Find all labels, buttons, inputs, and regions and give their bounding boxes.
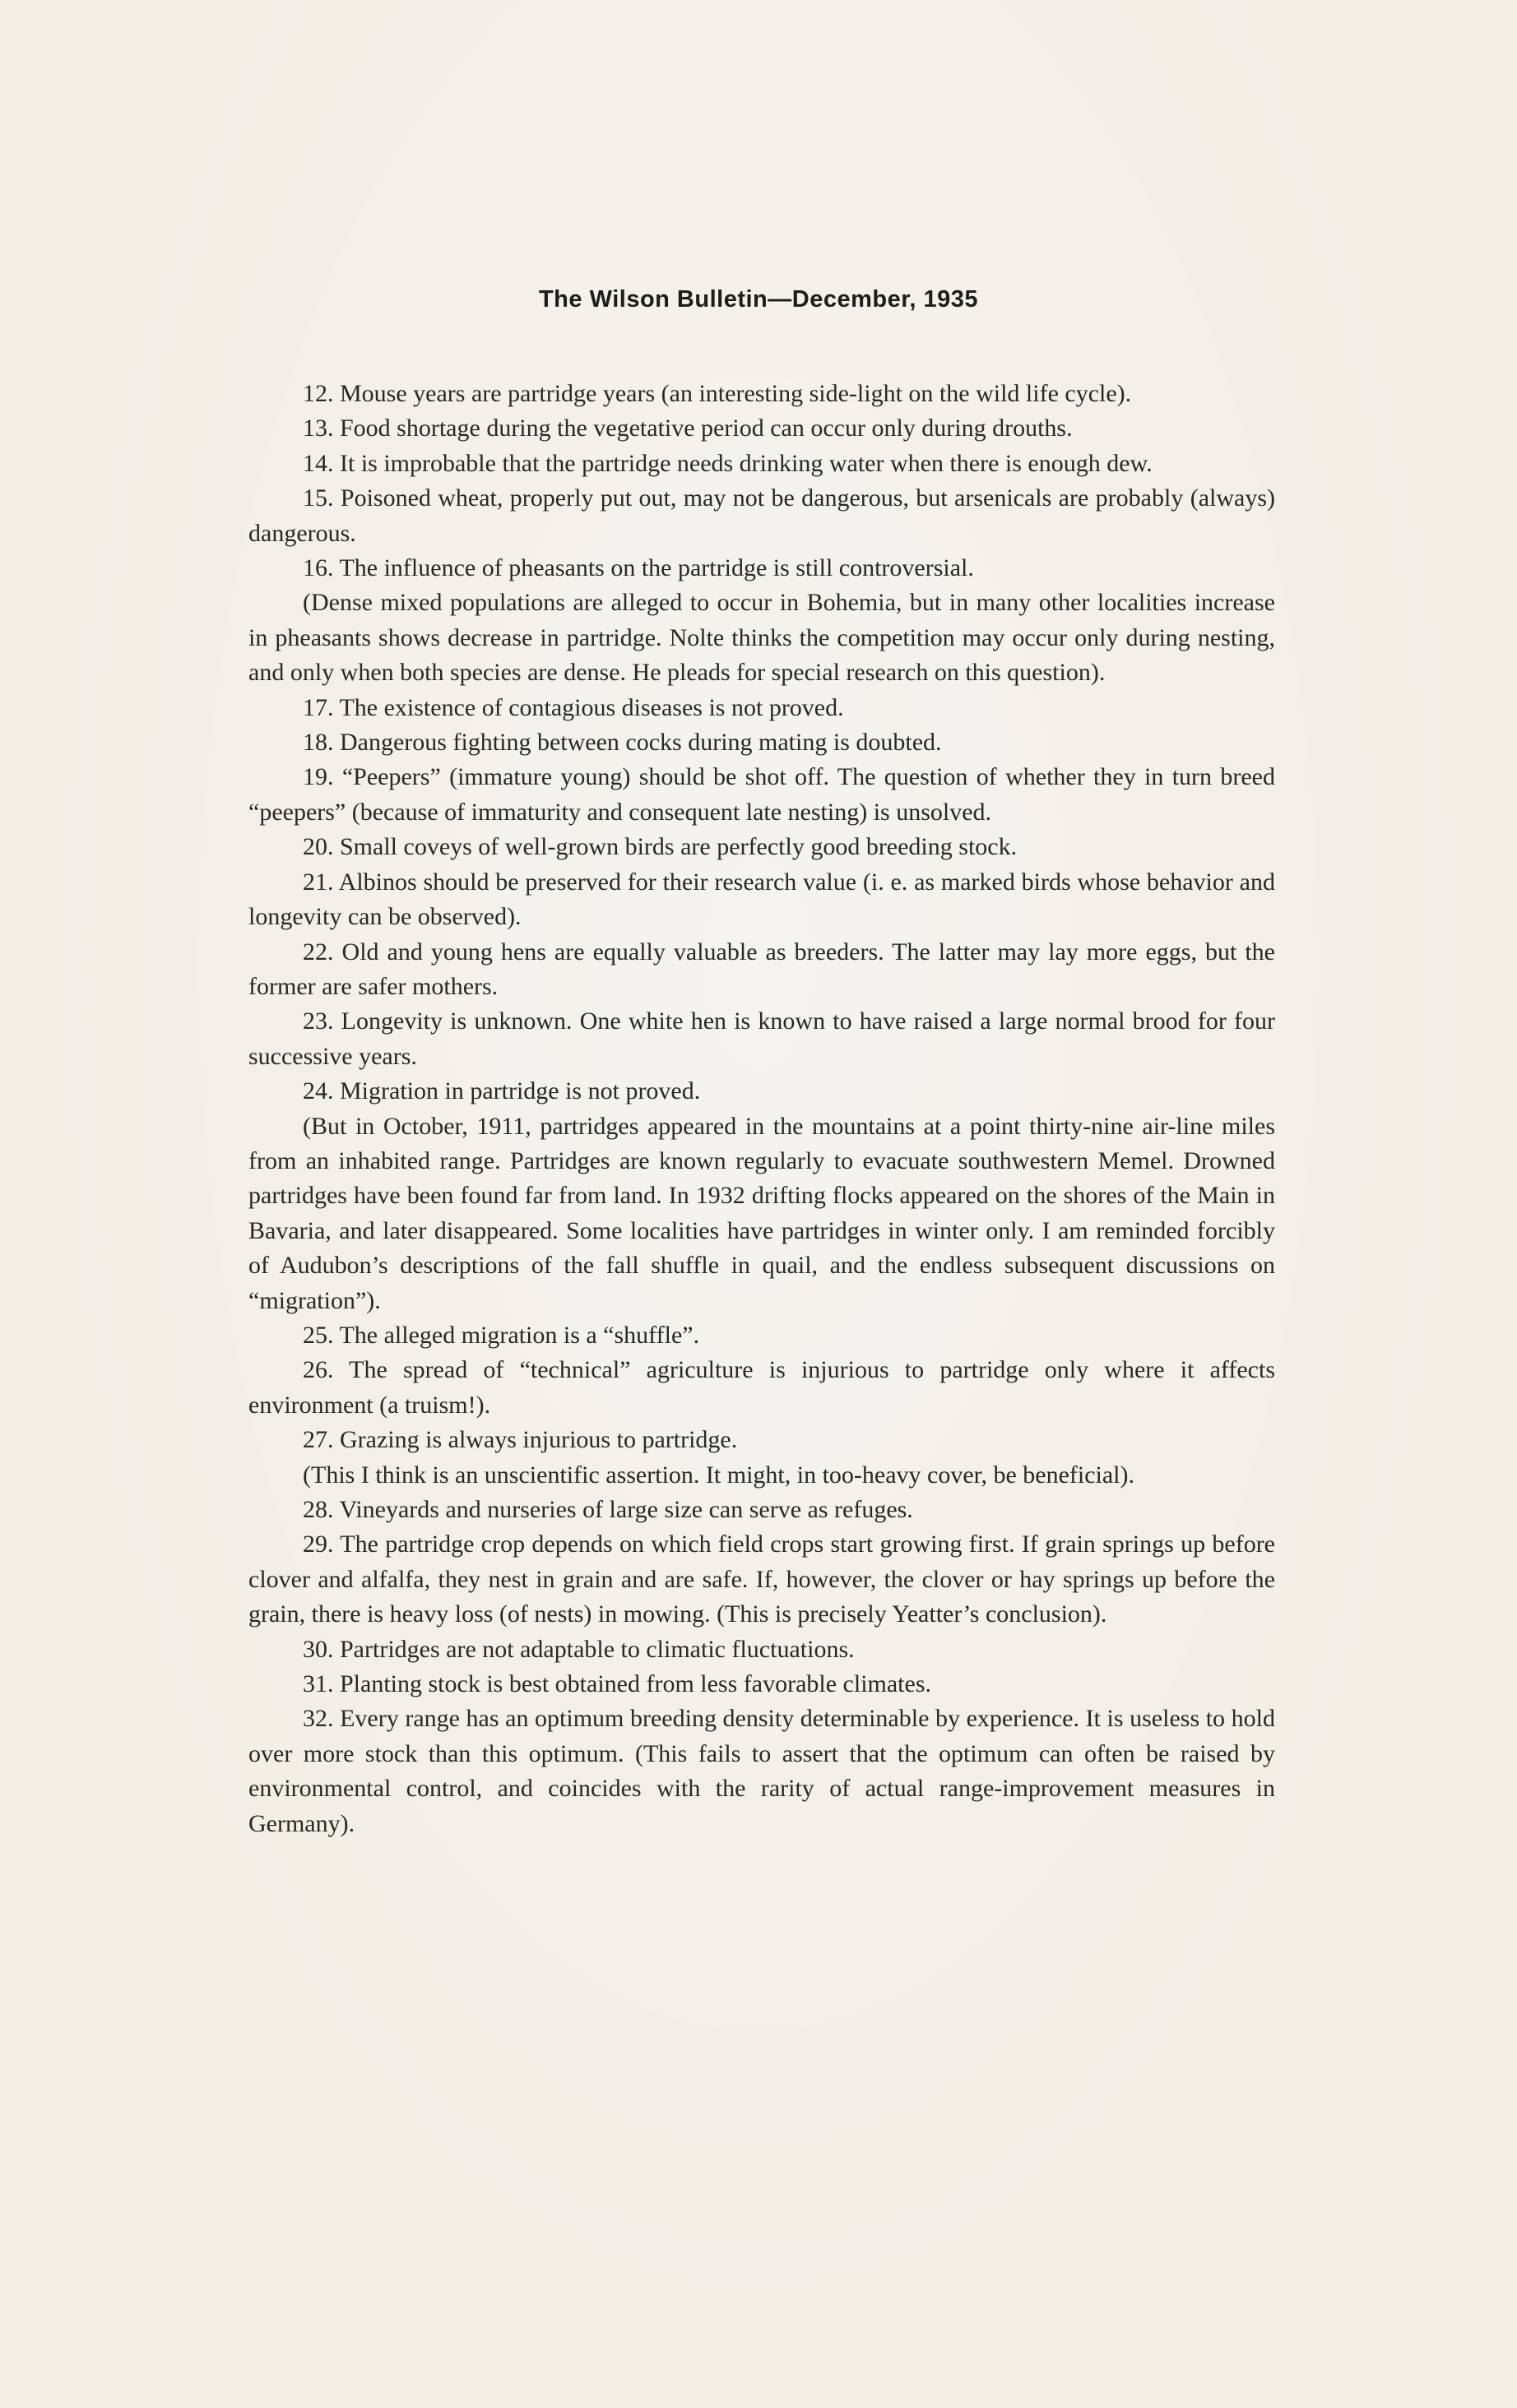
body-text bbox=[248, 377, 1275, 1841]
paragraph-28: 28. Vineyards and nurseries of large size can serve as refuges. bbox=[303, 1496, 913, 1523]
paragraph-30: 30. Partridges are not adaptable to climatic fluctuations. bbox=[303, 1635, 855, 1663]
paragraph-27-note: (This I think is an unscientific assertion. It might, in too-heavy cover, be beneficial). bbox=[303, 1461, 1135, 1489]
paragraph-20: 20. Small coveys of well-grown birds are perfectly good breeding stock. bbox=[303, 833, 1018, 861]
paragraph-25: 25. The alleged migration is a “shuffle”. bbox=[303, 1321, 700, 1349]
running-header: The Wilson Bulletin—December, 1935 bbox=[538, 286, 979, 313]
paragraph-13: 13. Food shortage during the vegetative period can occur only during drouths. bbox=[303, 414, 1073, 442]
paragraph-26: 26. The spread of “technical” agriculture is injurious to partridge only where it affects environment (a truism!). bbox=[248, 1356, 1275, 1419]
paragraph-21: 21. Albinos should be preserved for their research value (i. e. as marked birds whose behavior and longevity can be observed). bbox=[248, 868, 1275, 931]
paragraph-22: 22. Old and young hens are equally valuable as breeders. The latter may lay more eggs, but the former are safer mothers. bbox=[248, 938, 1275, 1000]
paragraph-19: 19. “Peepers” (immature young) should be shot off. The question of whether they in turn breed “peepers” (because of immaturity and consequent late nesting) is unsolved. bbox=[248, 763, 1275, 826]
paragraph-27: 27. Grazing is always injurious to partridge. bbox=[303, 1426, 738, 1454]
paragraph-24-note: (But in October, 1911, partridges appeared in the mountains at a point thirty-nine air-line miles from an inhabited range. Partridges are known regularly to evacuate southwestern Memel. Drowned partridges have been found far from land. In 1932 drifting flocks appeared on the shores of the Main in Bavaria, and later disappeared. Some localities have partridges in winter only. I am reminded forcibly of Audubon’s descriptions of the fall shuffle in quail, and the endless subsequent discussions on “migration”). bbox=[248, 1112, 1275, 1314]
paragraph-24: 24. Migration in partridge is not proved. bbox=[303, 1077, 701, 1105]
paragraph-16: 16. The influence of pheasants on the partridge is still controversial. bbox=[303, 554, 974, 582]
paragraph-18: 18. Dangerous fighting between cocks during mating is doubted. bbox=[303, 729, 942, 757]
paragraph-32: 32. Every range has an optimum breeding density determinable by experience. It is useless to hold over more stock than this optimum. (This fails to assert that the optimum can often be raised by environmental control, and coincides with the rarity of actual range-improvement measures in Germany). bbox=[248, 1705, 1275, 1837]
paragraph-31: 31. Planting stock is best obtained from less favorable climates. bbox=[303, 1670, 932, 1698]
paragraph-23: 23. Longevity is unknown. One white hen is known to have raised a large normal brood for four successive years. bbox=[248, 1007, 1275, 1070]
paragraph-29: 29. The partridge crop depends on which field crops start growing first. If grain springs up before clover and alfalfa, they nest in grain and are safe. If, however, the clover or hay springs up before the grain, there is heavy loss (of nests) in mowing. (This is precisely Yeatter’s conclusion). bbox=[248, 1530, 1275, 1628]
paragraph-15: 15. Poisoned wheat, properly put out, may not be dangerous, but arsenicals are probably (always) dangerous. bbox=[248, 484, 1275, 547]
paragraph-12: 12. Mouse years are partridge years (an interesting side-light on the wild life cycle). bbox=[303, 380, 1132, 407]
paragraph-17: 17. The existence of contagious diseases is not proved. bbox=[303, 693, 844, 721]
paragraph-14: 14. It is improbable that the partridge needs drinking water when there is enough dew. bbox=[303, 449, 1153, 477]
paragraph-16-note: (Dense mixed populations are alleged to occur in Bohemia, but in many other localities increase in pheasants shows decrease in partridge. Nolte thinks the competition may occur only during nesting, and only when both species are dense. He pleads for special research on this question). bbox=[248, 589, 1275, 687]
